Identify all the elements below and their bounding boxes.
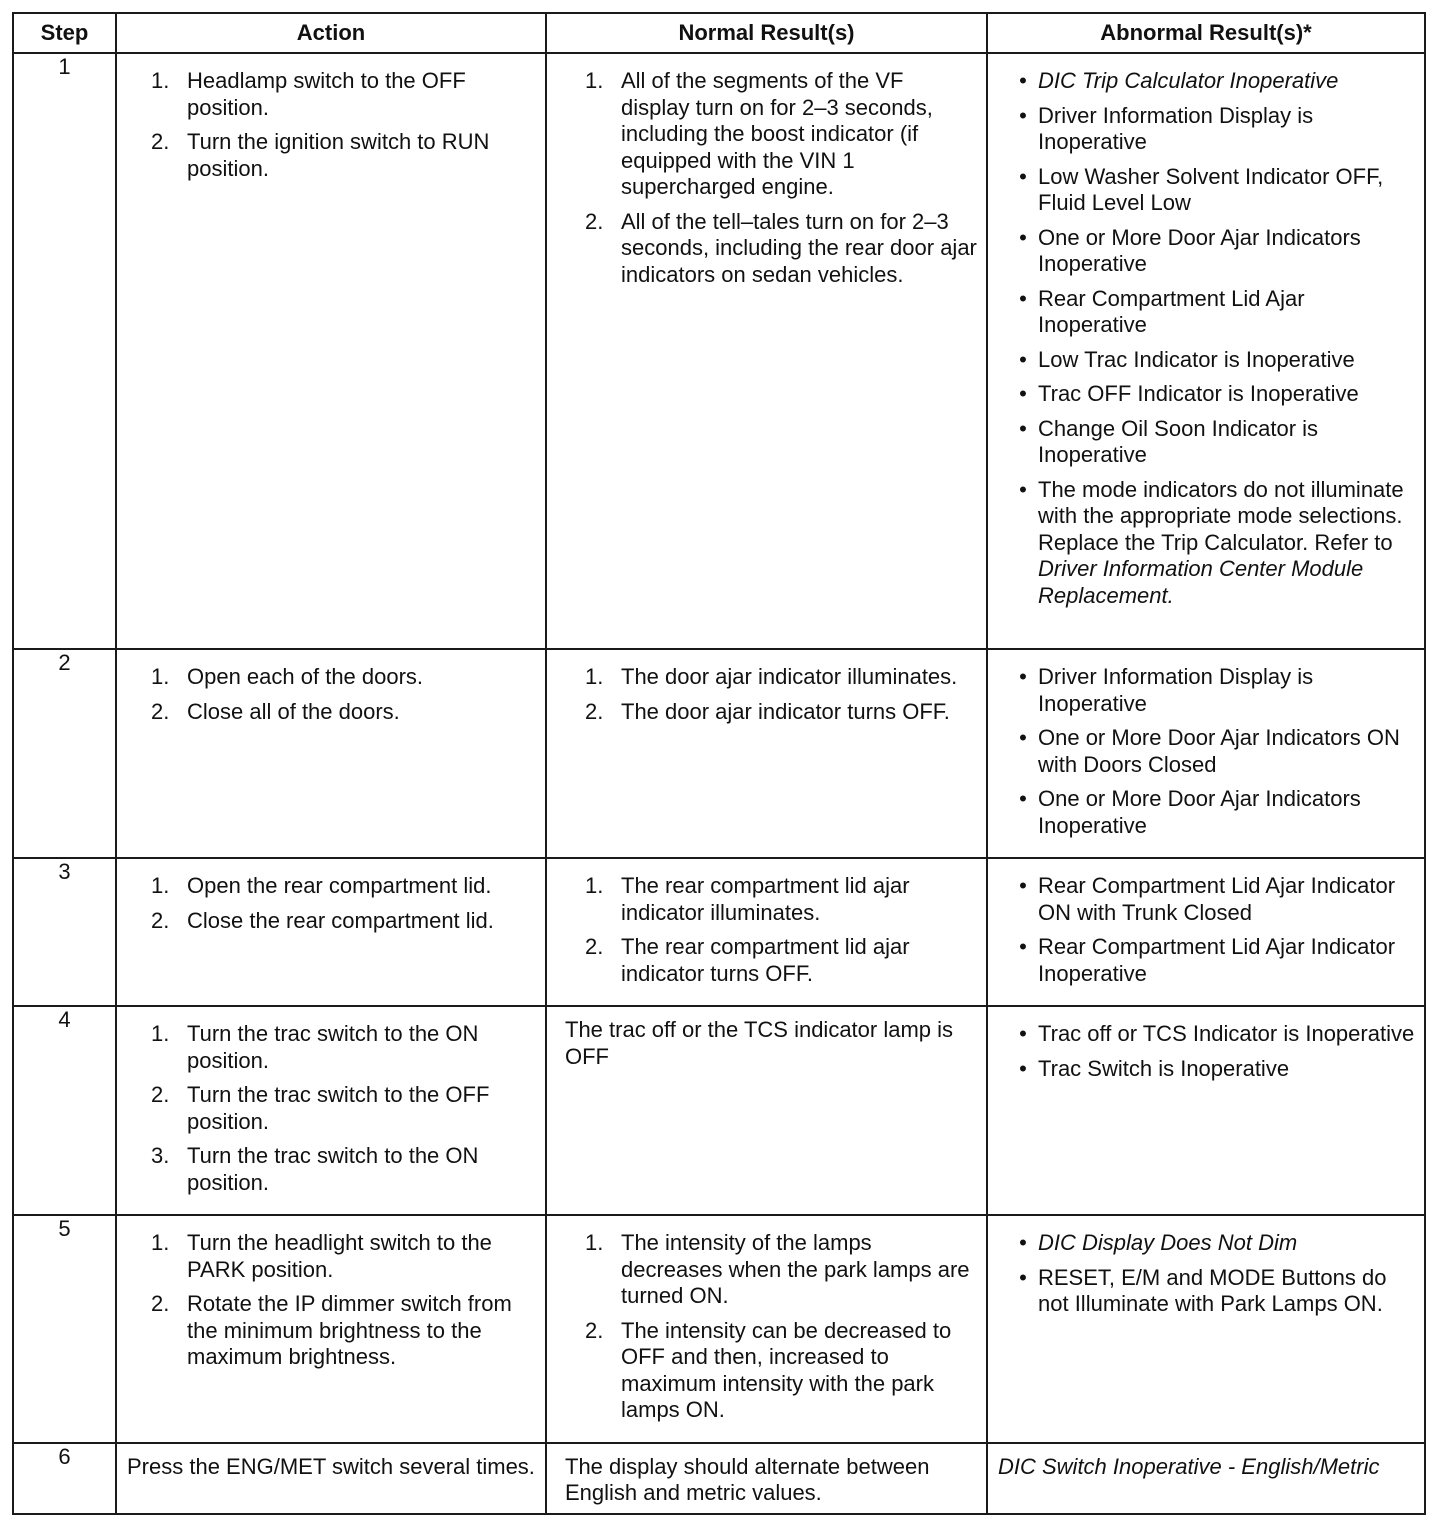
list-item: • Trac Switch is Inoperative <box>1019 1055 1290 1081</box>
list-item: 2. Rotate the IP dimmer switch from the minimum brightness to the maximum brightness. <box>151 1291 512 1369</box>
normal-result-text: The trac off or the TCS indicator lamp is OFF <box>565 1017 954 1069</box>
abnormal-result-cell <box>987 1215 1425 1443</box>
header-step: Step <box>13 13 116 53</box>
list-item: • One or More Door Ajar Indicators ON with Doors Closed <box>1019 725 1400 777</box>
list-item: • Driver Information Display is Inoperative <box>1019 664 1314 716</box>
list-item: • The mode indicators do not illuminate with the appropriate mode selections. Replace the Trip Calculator. Refer to Driver Information Center Module Replacement. <box>1019 476 1404 608</box>
abnormal-result-list <box>1014 873 1418 987</box>
header-row <box>13 13 1425 53</box>
header-action: Action <box>116 13 546 53</box>
list-item: • RESET, E/M and MODE Buttons do not Illuminate with Park Lamps ON. <box>1019 1264 1387 1316</box>
normal-result-cell <box>546 53 987 649</box>
list-item: • Trac off or TCS Indicator is Inoperative <box>1019 1021 1415 1046</box>
normal-result-cell <box>546 1443 987 1514</box>
list-item: 2. The door ajar indicator turns OFF. <box>585 698 950 724</box>
list-item: • DIC Display Does Not Dim <box>1019 1230 1298 1255</box>
header-normal-results: Normal Result(s) <box>546 13 987 53</box>
normal-result-list <box>585 68 978 288</box>
symptom-link: DIC Switch Inoperative - English/Metric <box>998 1453 1380 1479</box>
action-cell <box>116 53 546 649</box>
action-list <box>151 1230 537 1371</box>
list-item: 1. Turn the trac switch to the ON position. <box>151 1021 479 1073</box>
list-item: 1. Headlamp switch to the OFF position. <box>151 68 466 120</box>
list-item: 2. Turn the ignition switch to RUN position. <box>151 129 490 181</box>
step-number: 3 <box>13 858 116 1006</box>
list-item: 2. The intensity can be decreased to OFF and then, increased to maximum intensity with the park lamps ON. <box>585 1317 952 1422</box>
normal-result-text: The display should alternate between English and metric values. <box>565 1453 930 1505</box>
step-number: 4 <box>13 1006 116 1215</box>
list-item: • Low Washer Solvent Indicator OFF, Fluid Level Low <box>1019 163 1384 215</box>
list-item: • DIC Trip Calculator Inoperative <box>1019 68 1339 93</box>
list-item: 1. Open each of the doors. <box>151 664 424 689</box>
action-list <box>151 873 537 934</box>
list-item: 1. All of the segments of the VF display turn on for 2–3 seconds, including the boost indicator (if equipped with the VIN 1 supercharged engine. <box>585 68 933 199</box>
list-item: • Change Oil Soon Indicator is Inoperative <box>1019 415 1319 467</box>
normal-result-list <box>585 1230 978 1424</box>
header-abnormal-results: Abnormal Result(s)* <box>987 13 1425 53</box>
action-list <box>151 1021 537 1196</box>
list-item: • One or More Door Ajar Indicators Inoperative <box>1019 786 1361 838</box>
table-row <box>13 649 1425 858</box>
table-row <box>13 1215 1425 1443</box>
action-cell <box>116 1443 546 1514</box>
list-item: • Trac OFF Indicator is Inoperative <box>1019 381 1359 406</box>
action-cell <box>116 649 546 858</box>
list-item: • Low Trac Indicator is Inoperative <box>1019 346 1355 372</box>
step-number: 2 <box>13 649 116 858</box>
step-number: 1 <box>13 53 116 649</box>
normal-result-cell <box>546 1006 987 1215</box>
reference-link: Driver Information Center Module Replacement. <box>1038 556 1364 608</box>
list-item: • Rear Compartment Lid Ajar Indicator Inoperative <box>1019 934 1396 986</box>
list-item: • Rear Compartment Lid Ajar Inoperative <box>1019 285 1305 337</box>
normal-result-list <box>585 664 978 725</box>
list-item: 1. The rear compartment lid ajar indicator illuminates. <box>585 873 910 925</box>
list-item: 2. All of the tell–tales turn on for 2–3 seconds, including the rear door ajar indicators on sedan vehicles. <box>585 208 977 287</box>
table-row <box>13 1443 1425 1514</box>
action-list <box>151 664 537 725</box>
table-row <box>13 1006 1425 1215</box>
list-item: 2. The rear compartment lid ajar indicator turns OFF. <box>585 934 910 986</box>
action-cell <box>116 858 546 1006</box>
diagnostic-table <box>12 12 1426 1515</box>
action-text: Press the ENG/MET switch several times. <box>127 1453 535 1479</box>
abnormal-result-cell <box>987 1006 1425 1215</box>
abnormal-result-list <box>1014 1230 1418 1318</box>
action-list <box>151 68 537 182</box>
action-cell <box>116 1215 546 1443</box>
normal-result-list <box>585 873 978 987</box>
step-number: 5 <box>13 1215 116 1443</box>
abnormal-result-list <box>1014 664 1418 839</box>
list-item: 3. Turn the trac switch to the ON position. <box>151 1143 479 1195</box>
list-item: 2. Close all of the doors. <box>151 698 400 724</box>
list-item: • Driver Information Display is Inoperative <box>1019 102 1314 154</box>
list-item: 2. Close the rear compartment lid. <box>151 907 494 933</box>
action-cell <box>116 1006 546 1215</box>
symptom-link: DIC Display Does Not Dim <box>1038 1230 1298 1255</box>
abnormal-result-cell <box>987 1443 1425 1514</box>
list-item: 1. The intensity of the lamps decreases when the park lamps are turned ON. <box>585 1230 970 1308</box>
abnormal-result-cell <box>987 858 1425 1006</box>
abnormal-result-list <box>1014 68 1418 609</box>
symptom-link: DIC Trip Calculator Inoperative <box>1038 68 1339 93</box>
list-item: 2. Turn the trac switch to the OFF position. <box>151 1082 490 1134</box>
table-row <box>13 858 1425 1006</box>
normal-result-cell <box>546 1215 987 1443</box>
list-item: 1. Turn the headlight switch to the PARK position. <box>151 1230 492 1282</box>
table-row <box>13 53 1425 649</box>
abnormal-result-cell <box>987 649 1425 858</box>
abnormal-result-cell <box>987 53 1425 649</box>
step-number: 6 <box>13 1443 116 1514</box>
normal-result-cell <box>546 649 987 858</box>
list-item: • Rear Compartment Lid Ajar Indicator ON with Trunk Closed <box>1019 873 1396 925</box>
list-item: 1. Open the rear compartment lid. <box>151 873 492 898</box>
list-item: • One or More Door Ajar Indicators Inoperative <box>1019 224 1361 276</box>
normal-result-cell <box>546 858 987 1006</box>
abnormal-result-list <box>1014 1021 1418 1082</box>
list-item: 1. The door ajar indicator illuminates. <box>585 664 958 689</box>
